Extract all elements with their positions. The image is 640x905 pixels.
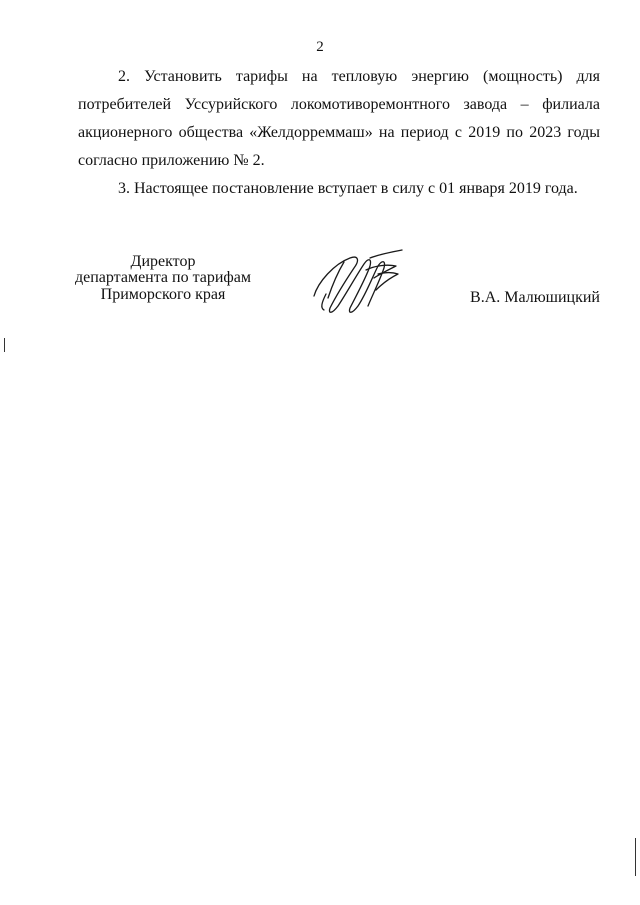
page-number: 2 [316,39,324,55]
paragraph-2 [78,63,600,175]
signatory-title-line: Директор [130,253,196,270]
signatory-title-line: департамента по тарифам [74,269,252,286]
paragraph-line: акционерного общества «Желдорреммаш» на период с 2019 по 2023 годы [78,124,600,141]
paragraph-line: согласно приложению № 2. [78,152,265,169]
signer-name: В.А. Малюшицкий [470,289,600,306]
signatory-title-line: Приморского края [100,286,226,303]
paragraph-line: 2. Установить тарифы на тепловую энергию (мощность) для [118,68,600,85]
scan-edge-mark [4,338,5,352]
paragraph-line: 3. Настоящее постановление вступает в силу с 01 января 2019 года. [118,180,578,197]
scan-edge-mark [635,838,636,876]
paragraph-3 [78,175,600,203]
paragraph-line: потребителей Уссурийского локомотиворемонтного завода – филиала [78,96,600,113]
handwritten-signature [308,246,408,318]
document-body [78,63,600,203]
